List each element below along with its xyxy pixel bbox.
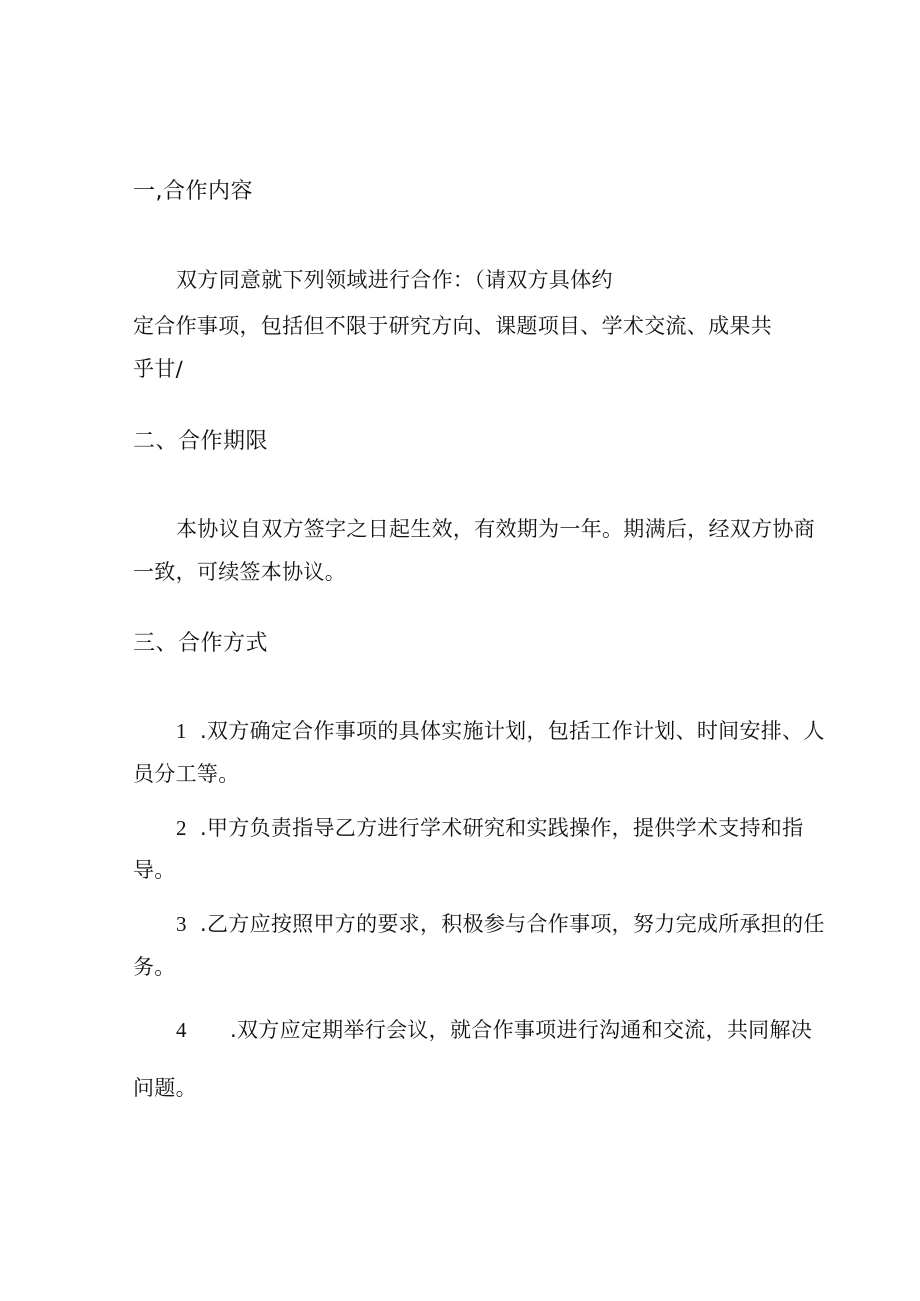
list-item-2	[176, 814, 803, 842]
list-item-3-continuation: 务。	[133, 955, 176, 979]
list-item-text: .甲方负责指导乙方进行学术研究和实践操作，提供学术支持和指	[200, 816, 804, 840]
section1-paragraph-line-3: 乎甘∕	[133, 357, 183, 381]
list-item-2-continuation: 导。	[133, 858, 176, 882]
list-item-4	[176, 1016, 812, 1044]
list-item-number: 2	[176, 816, 187, 840]
section-heading-cooperation-method: 三、合作方式	[133, 631, 269, 656]
list-item-text: .乙方应按照甲方的要求，积极参与合作事项，努力完成所承担的任	[200, 912, 825, 936]
section1-paragraph-line-1: 双方同意就下列领域进行合作：（请双方具体约	[176, 268, 613, 292]
list-item-3	[176, 910, 825, 938]
section2-paragraph-line-1: 本协议自双方签字之日起生效，有效期为一年。期满后，经双方协商	[176, 517, 815, 541]
list-item-1-continuation: 员分工等。	[133, 762, 240, 786]
list-item-text: .双方应定期举行会议，就合作事项进行沟通和交流，共同解决	[230, 1018, 813, 1042]
list-item-4-continuation: 问题。	[133, 1076, 197, 1100]
list-item-number: 1	[176, 719, 187, 743]
list-item-number: 3	[176, 912, 187, 936]
list-item-text: .双方确定合作事项的具体实施计划，包括工作计划、时间安排、人	[200, 719, 825, 743]
list-item-1	[176, 717, 825, 745]
section-heading-cooperation-term: 二、合作期限	[133, 429, 269, 454]
section2-paragraph-line-2: 一致，可续签本协议。	[133, 560, 346, 584]
section1-paragraph-line-2: 定合作事项，包括但不限于研究方向、课题项目、学术交流、成果共	[133, 314, 772, 338]
list-item-number: 4	[176, 1018, 187, 1042]
section-heading-cooperation-content: 一,合作内容	[133, 179, 253, 204]
